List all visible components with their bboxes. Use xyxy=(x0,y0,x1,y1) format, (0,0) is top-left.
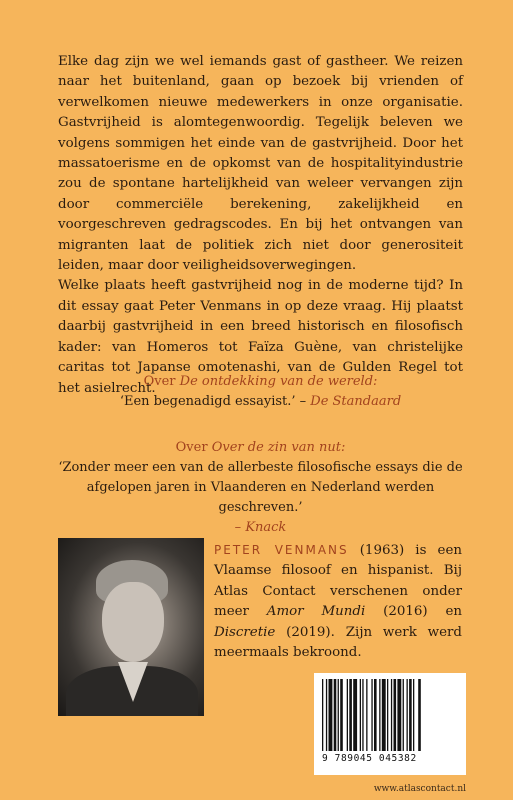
author-bio-text: (2016) en xyxy=(365,604,462,620)
publisher-url: www.atlascontact.nl xyxy=(373,784,466,794)
isbn-number: 9 789045 045382 xyxy=(322,753,417,764)
review-intro-prefix: Over xyxy=(175,440,208,455)
review-intro-prefix: Over xyxy=(143,374,176,389)
author-book-title: Discretie xyxy=(214,624,276,640)
review-text xyxy=(58,392,463,412)
review-intro xyxy=(58,438,463,458)
review-dash: – xyxy=(295,394,311,409)
author-name: PETER VENMANS xyxy=(214,543,349,557)
author-photo xyxy=(58,538,204,716)
barcode-bars xyxy=(322,679,458,753)
author-book-title: Amor Mundi xyxy=(266,604,366,620)
blurb-paragraph-1: Elke dag zijn we wel iemands gast of gastheer. We reizen naar het buitenland, gaan op bezoek bij vrienden of verwelkomen nieuwe medewerkers in onze organisatie. Gastvrijheid is alomtegenwoordig. Tegelijk beleven we volgens sommigen het einde van de gastvrijheid. Door het massatoerisme en de opkomst van de hospitalityindustrie zou de spontane hartelijkheid van weleer vervangen zijn door commerciële berekening, zakelijkheid en voorgeschreven gedragscodes. En bij het ontvangen van migranten laat de politiek zich niet door generositeit leiden, maar door veiligheidsoverwegingen. xyxy=(58,54,463,274)
review-quote-2 xyxy=(58,438,463,538)
review-source: Knack xyxy=(245,520,287,535)
review-source: De Standaard xyxy=(310,394,402,409)
blurb-paragraph-2: Welke plaats heeft gastvrijheid nog in de moderne tijd? In dit essay gaat Peter Venmans in op deze vraag. Hij plaatst daarbij gastvrijheid in een breed historisch en filosofisch kader: van Homeros tot Faïza Guène, van christelijke caritas tot Japanse omotenashi, van de Gulden Regel tot het asielrecht. xyxy=(58,278,463,396)
author-bio xyxy=(214,540,462,663)
review-quotes xyxy=(58,372,463,564)
isbn-barcode xyxy=(314,673,466,775)
author-bio-text: (1963) is een Vlaamse filosoof en hispanist. Bij Atlas Contact verschenen onder meer xyxy=(214,543,462,620)
blurb xyxy=(58,52,463,399)
review-book-title: Over de zin van nut: xyxy=(211,440,346,455)
review-text: ‘Zonder meer een van de allerbeste filosofische essays die de afgelopen jaren in Vlaanderen en Nederland werden geschreven.’ xyxy=(58,460,463,515)
review-source-line xyxy=(58,518,463,538)
author-bio-text: (2019). Zijn werk werd meermaals bekroond. xyxy=(214,624,462,661)
review-quote-1 xyxy=(58,372,463,412)
review-book-title: De ontdekking van de wereld: xyxy=(179,374,378,389)
review-intro xyxy=(58,372,463,392)
review-dash: – xyxy=(234,520,246,535)
review-quote-text: ‘Een begenadigd essayist.’ xyxy=(119,394,296,409)
